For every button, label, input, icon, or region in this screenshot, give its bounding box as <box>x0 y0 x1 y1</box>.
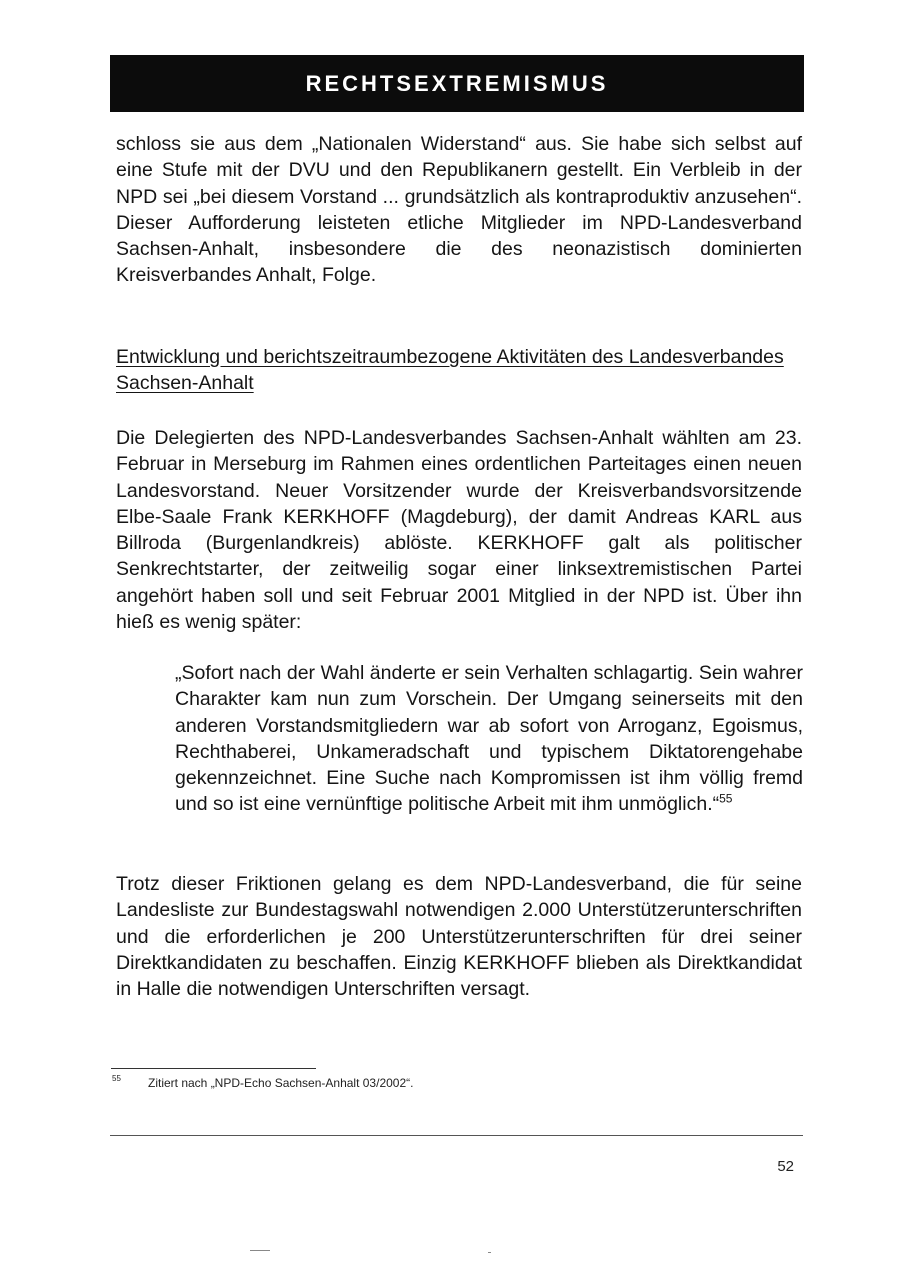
footnote-number: 55 <box>112 1074 121 1083</box>
page-footer-rule <box>110 1135 803 1136</box>
scan-artifact-dot <box>488 1252 491 1253</box>
footnote-separator <box>111 1068 316 1069</box>
body-paragraph-1: schloss sie aus dem „Nationalen Widerstand“ aus. Sie habe sich selbst auf eine Stufe mit der DVU und den Republikanern gestellt. Ein Verbleib in der NPD sei „bei diesem Vorstand ... grundsätzlich als kontraproduktiv anzusehen“. Dieser Aufforderung leisteten etliche Mitglieder im NPD-Landesverband Sachsen-Anhalt, insbesondere die des neonazistisch dominierten Kreisverbandes Anhalt, Folge. <box>116 133 802 287</box>
footnote-reference: 55 <box>719 791 733 806</box>
page-number: 52 <box>777 1158 794 1175</box>
page-header-bar <box>110 55 804 112</box>
body-paragraph-3: Trotz dieser Friktionen gelang es dem NPD-Landesverband, die für seine Landesliste zur Bundestagswahl notwendigen 2.000 Unterstützerunterschriften und die erforderlichen je 200 Unterstützerunterschriften für drei seiner Direktkandidaten zu beschaffen. Einzig KERKHOFF blieben als Direktkandidat in Halle die notwendigen Unterschriften versagt. <box>116 873 802 1001</box>
block-quote <box>175 660 803 818</box>
scan-artifact-mark <box>250 1250 270 1251</box>
block-quote-text: „Sofort nach der Wahl änderte er sein Verhalten schlagartig. Sein wahrer Charakter kam nun zum Vorschein. Der Umgang seinerseits mit den anderen Vorstandsmitgliedern war ab sofort von Arroganz, Egoismus, Rechthaberei, Unkameradschaft und typischem Diktatorengehabe gekennzeichnet. Eine Suche nach Kompromissen ist ihm völlig fremd und so ist eine vernünftige politische Arbeit mit ihm unmöglich.“ <box>175 662 803 816</box>
page-header-title: RECHTSEXTREMISMUS <box>305 70 609 96</box>
footnote <box>112 1076 413 1090</box>
section-heading: Entwicklung und berichtszeitraumbezogene Aktivitäten des Landesverbandes Sachsen-Anhalt <box>116 346 784 395</box>
body-paragraph-2: Die Delegierten des NPD-Landesverbandes Sachsen-Anhalt wählten am 23. Februar in Merseburg im Rahmen eines ordentlichen Parteitages einen neuen Landesvorstand. Neuer Vorsitzender wurde der Kreisverbandsvorsitzende Elbe-Saale Frank KERKHOFF (Magdeburg), der damit Andreas KARL aus Billroda (Burgenlandkreis) ablöste. KERKHOFF galt als politischer Senkrechtstarter, der zeitweilig sogar einer linksextremistischen Partei angehört haben soll und seit Februar 2001 Mitglied in der NPD ist. Über ihn hieß es wenig später: <box>116 427 802 634</box>
footnote-text: Zitiert nach „NPD-Echo Sachsen-Anhalt 03/2002“. <box>148 1076 414 1090</box>
